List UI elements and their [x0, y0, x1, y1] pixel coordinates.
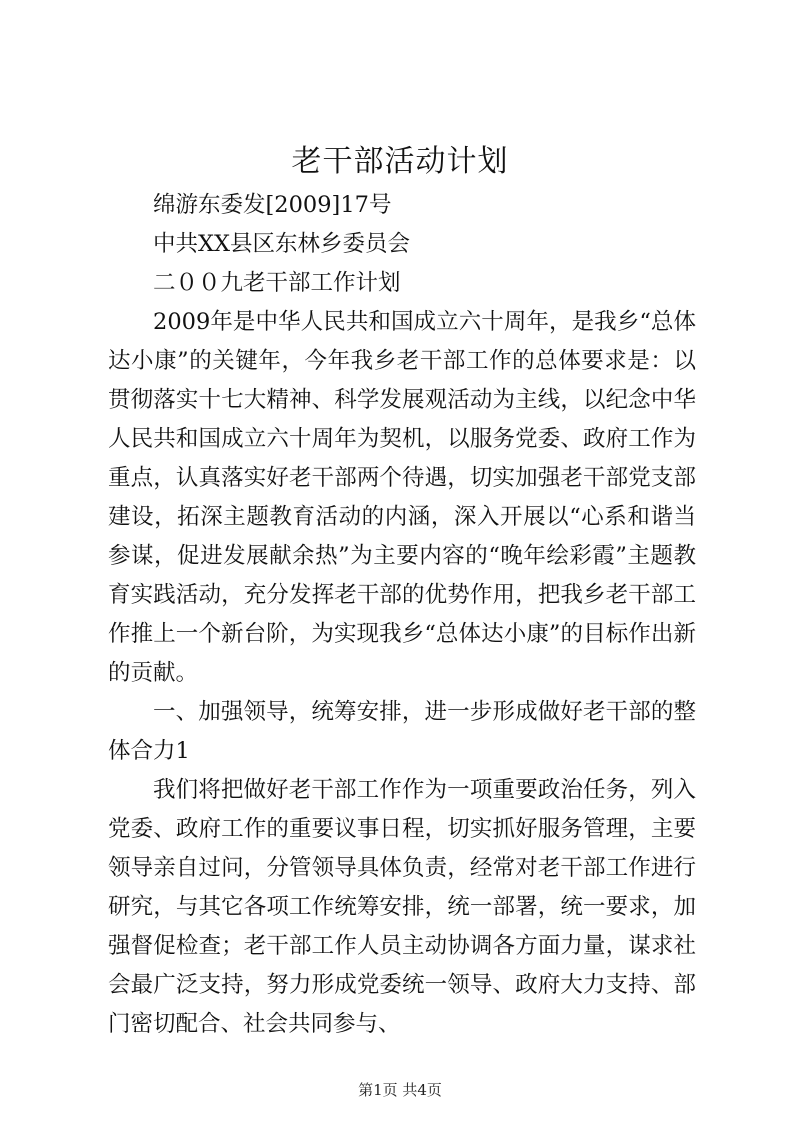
page-footer: 第1页 共4页 — [358, 1081, 442, 1099]
paragraph-section-1: 我们将把做好老干部工作作为一项重要政治任务，列入党委、政府工作的重要议事日程，切实抓好服务管理，主要领导亲自过问，分管领导具体负责，经常对老干部工作进行研究，与其它各项工作统筹安排，统一部署，统一要求，加强督促检查；老干部工作人员主动协调各方面力量，谋求社会最广泛支持，努力形成党委统一领导、政府大力支持、部门密切配合、社会共同参与、 — [108, 777, 696, 1037]
plan-heading: 二００九老干部工作计划 — [153, 270, 401, 296]
section-heading-1: 一、加强领导，统筹安排，进一步形成做好老干部的整体合力1 — [108, 699, 696, 764]
issuing-organization: 中共XX县区东林乡委员会 — [153, 231, 411, 257]
document-number: 绵游东委发[2009]17号 — [153, 192, 392, 218]
document-body — [108, 186, 696, 1044]
paragraph-intro: 2009年是中华人民共和国成立六十周年，是我乡“总体达小康”的关键年，今年我乡老干部工作的总体要求是：以贯彻落实十七大精神、科学发展观活动为主线，以纪念中华人民共和国成立六十周年为契机，以服务党委、政府工作为重点，认真落实好老干部两个待遇，切实加强老干部党支部建设，拓深主题教育活动的内涵，深入开展以“心系和谐当参谋，促进发展献余热”为主要内容的“晚年绘彩霞”主题教育实践活动，充分发挥老干部的优势作用，把我乡老干部工作推上一个新台阶，为实现我乡“总体达小康”的目标作出新的贡献。 — [108, 309, 696, 686]
document-title: 老干部活动计划 — [291, 144, 509, 179]
